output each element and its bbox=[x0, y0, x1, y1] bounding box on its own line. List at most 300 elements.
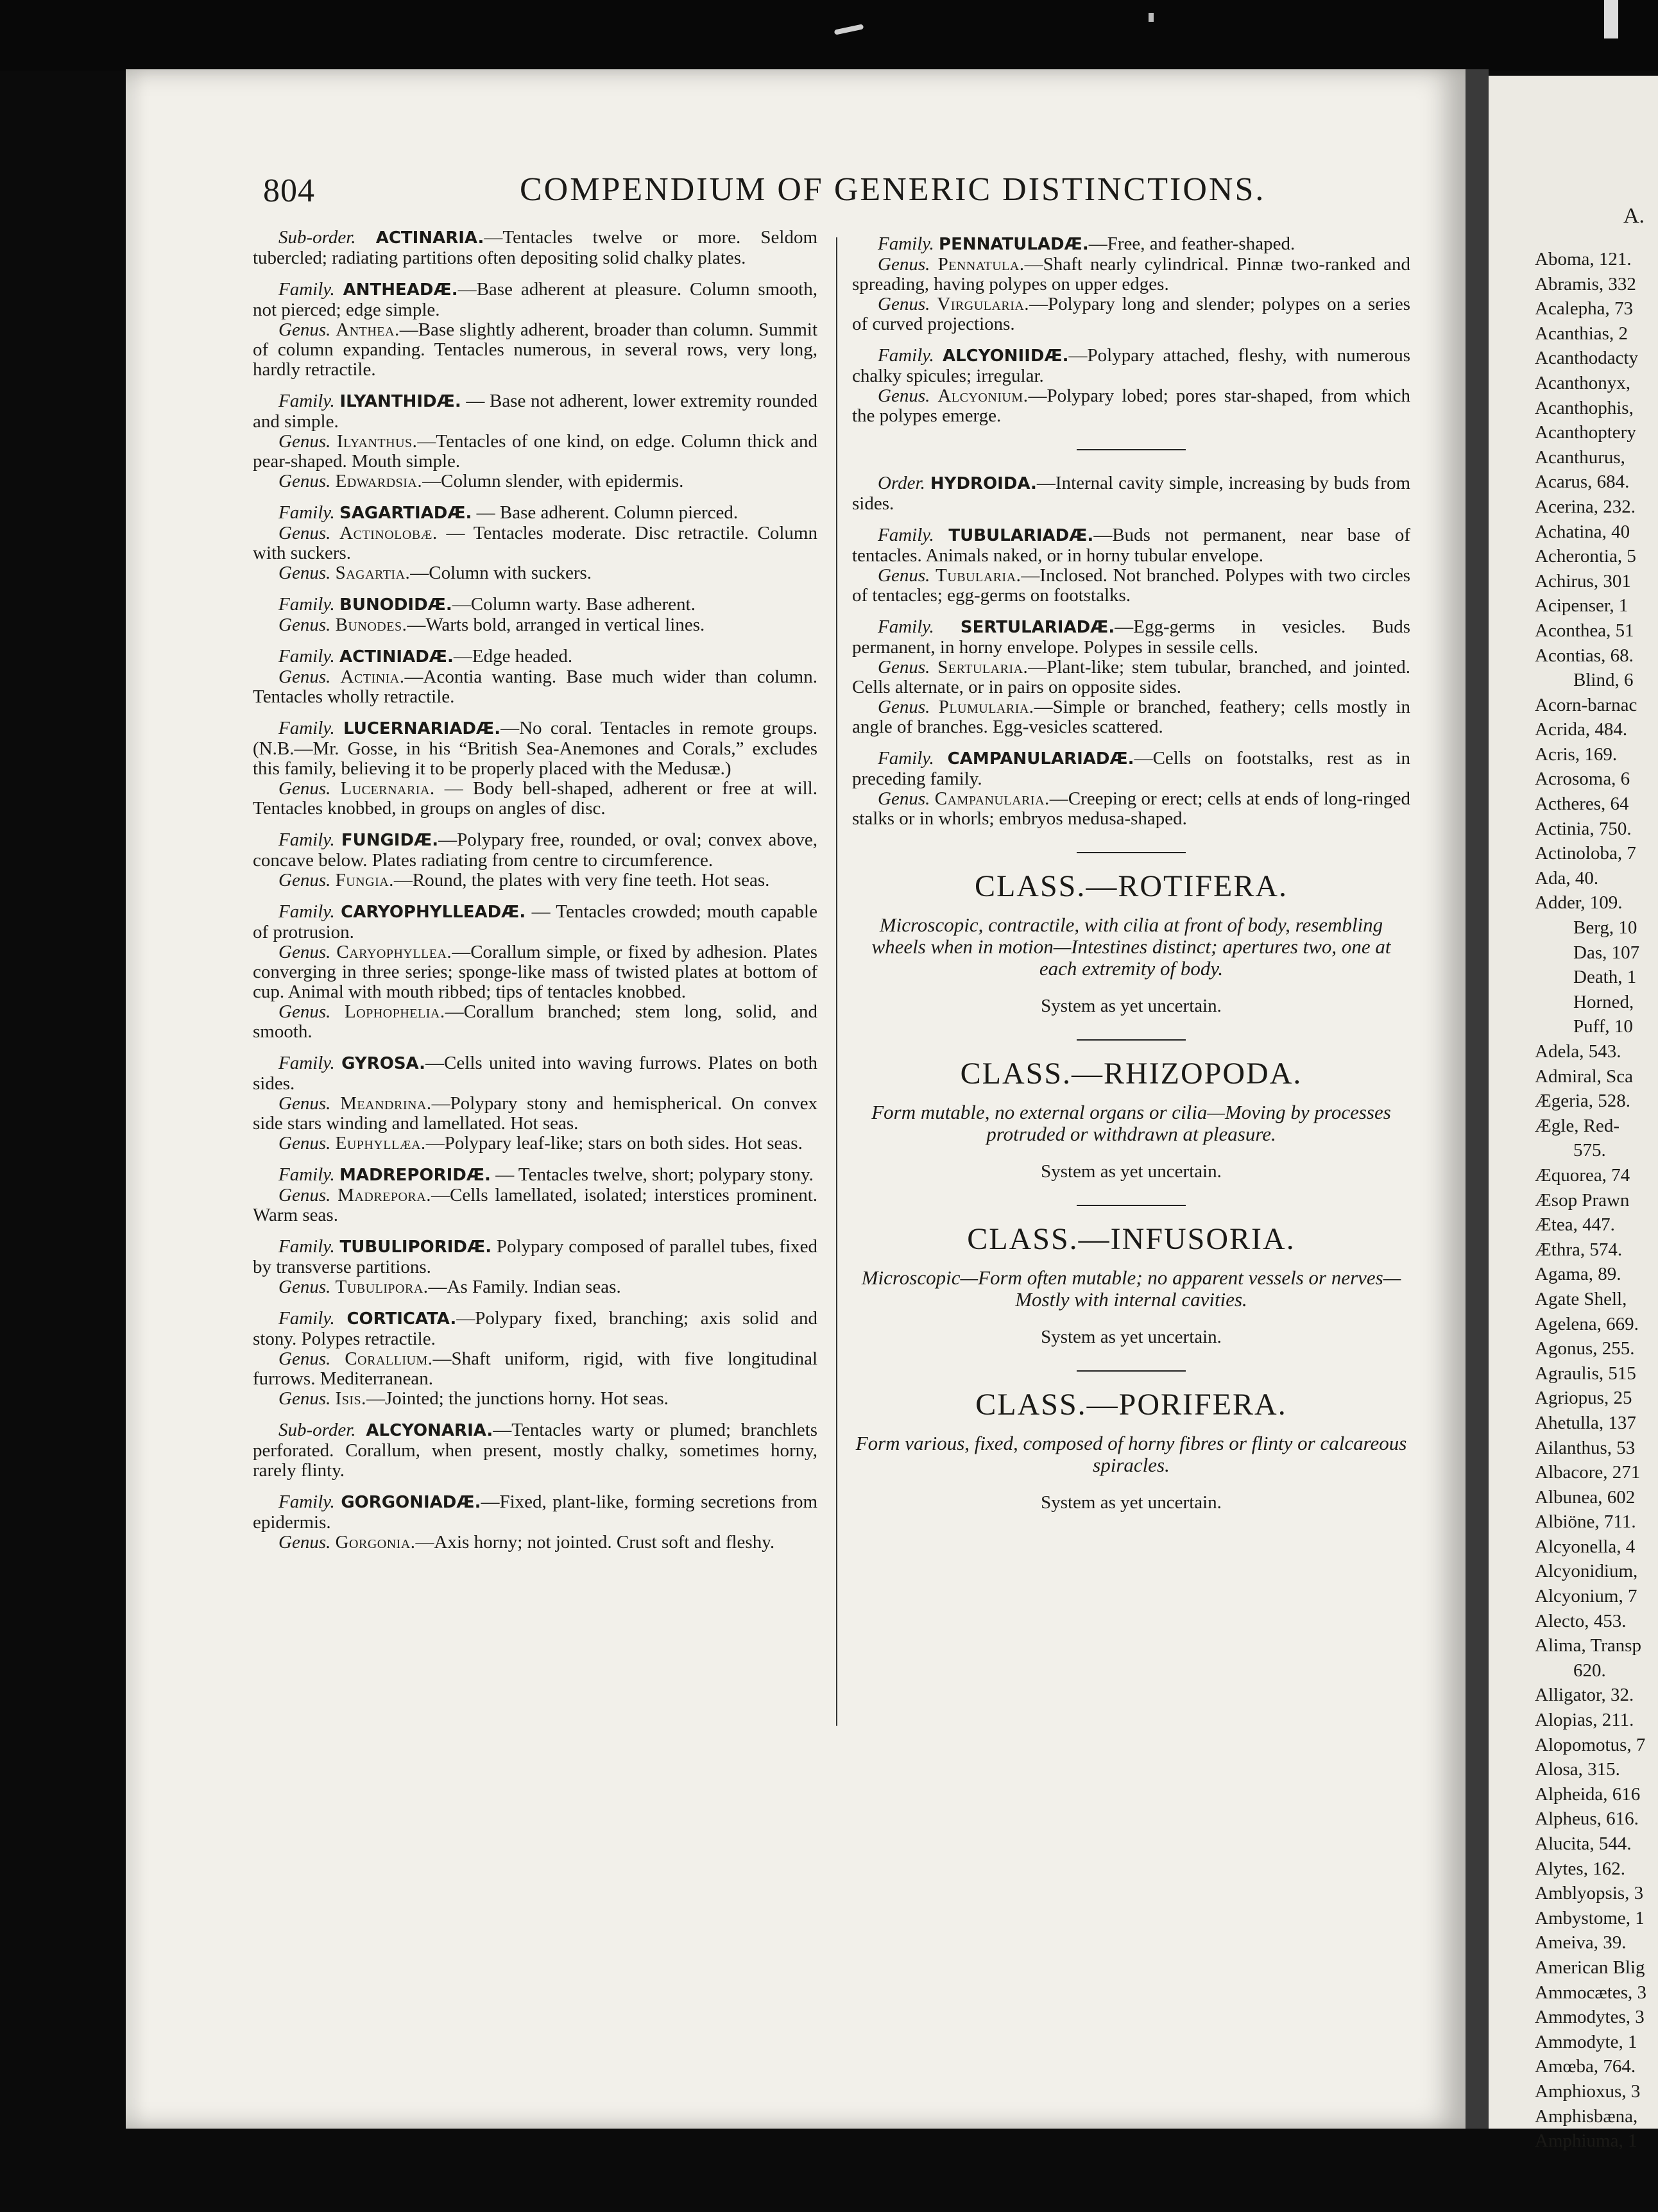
class-sections bbox=[852, 852, 1410, 1513]
taxon-name: TUBULARIADÆ. bbox=[948, 526, 1094, 545]
taxon-name: CAMPANULARIADÆ. bbox=[947, 749, 1134, 769]
index-entry: Puff, 10 bbox=[1573, 1016, 1633, 1037]
index-entry: Albacore, 271 bbox=[1535, 1462, 1641, 1483]
taxon-line bbox=[253, 1533, 817, 1553]
taxon-description: —Column slender, with epidermis. bbox=[422, 471, 684, 491]
genus-name: Gorgonia. bbox=[335, 1532, 416, 1553]
running-title: COMPENDIUM OF GENERIC DISTINCTIONS. bbox=[520, 171, 1266, 208]
taxon-description: —Column with suckers. bbox=[410, 563, 592, 583]
taxon-description: —Corallum branched; stem long, solid, and smooth. bbox=[253, 1001, 817, 1042]
taxon-name: GYROSA. bbox=[341, 1054, 426, 1073]
taxon-line bbox=[253, 595, 817, 615]
rank-label: Genus. bbox=[278, 1133, 331, 1153]
taxon-description: — Base not adherent, lower extremity rounded and simple. bbox=[253, 391, 817, 432]
index-heading: A. bbox=[1623, 204, 1645, 228]
rank-label: Family. bbox=[278, 830, 335, 850]
taxon-entry bbox=[253, 902, 817, 1042]
genus-name: Ilyanthus. bbox=[336, 431, 418, 452]
genus-name: Tubulipora. bbox=[335, 1277, 429, 1297]
taxon-line bbox=[253, 1186, 817, 1225]
index-entry: Ammodytes, 3 bbox=[1535, 2007, 1645, 2028]
rank-label: Genus. bbox=[278, 1388, 331, 1409]
genus-name: Euphyllæa. bbox=[335, 1133, 426, 1153]
rank-label: Genus. bbox=[278, 563, 331, 583]
taxon-entry bbox=[253, 1309, 817, 1409]
index-entry: Acanthophis, bbox=[1535, 397, 1634, 418]
taxon-description: —Cells lamellated, isolated; interstices prominent. Warm seas. bbox=[253, 1185, 817, 1225]
index-entry: Acanthoptery bbox=[1535, 422, 1636, 443]
taxon-line bbox=[253, 523, 817, 563]
index-entry: Agama, 89. bbox=[1535, 1264, 1621, 1285]
genus-name: Anthea. bbox=[336, 319, 400, 340]
taxon-description: —Buds not permanent, near base of tentacles. Animals naked, or in horny tubular envelope. bbox=[852, 525, 1410, 566]
taxon-description: —Fixed, plant-like, forming secretions from epidermis. bbox=[253, 1492, 818, 1533]
index-entry: Ailanthus, 53 bbox=[1535, 1437, 1636, 1458]
rank-label: Family. bbox=[878, 525, 934, 545]
taxon-description: —Jointed; the junctions horny. Hot seas. bbox=[366, 1388, 669, 1409]
index-entry: Aboma, 121. bbox=[1535, 249, 1632, 269]
genus-name: Fungia. bbox=[335, 870, 394, 890]
index-entry: Death, 1 bbox=[1573, 967, 1637, 988]
index-entry: Acipenser, 1 bbox=[1535, 595, 1628, 617]
class-title: CLASS.—INFUSORIA. bbox=[967, 1222, 1295, 1256]
taxon-description: —Polypary attached, fleshy, with numerous chalky spicules; irregular. bbox=[852, 345, 1411, 386]
taxon-description: —Plant-like; stem tubular, branched, and jointed. Cells alternate, or in pairs on opposite sides. bbox=[852, 657, 1410, 697]
class-section bbox=[852, 1388, 1410, 1513]
genus-name: Virgularia. bbox=[937, 294, 1030, 314]
rank-label: Genus. bbox=[278, 778, 331, 799]
taxon-description: —Axis horny; not jointed. Crust soft and fleshy. bbox=[415, 1532, 775, 1553]
taxon-name: ACTINIADÆ. bbox=[339, 647, 454, 667]
rank-label: Family. bbox=[278, 718, 335, 738]
right-entries-hydroida bbox=[852, 473, 1410, 829]
genus-name: Plumularia. bbox=[938, 697, 1034, 717]
taxon-name: FUNGIDÆ. bbox=[341, 831, 439, 850]
index-entry: Acerina, 232. bbox=[1535, 496, 1636, 517]
taxon-entry bbox=[253, 647, 817, 707]
scan-artifact bbox=[1149, 13, 1154, 22]
taxon-description: —Acontia wanting. Base much wider than column. Tentacles wholly retractile. bbox=[253, 667, 817, 707]
index-entry: Alligator, 32. bbox=[1535, 1685, 1634, 1706]
rank-label: Family. bbox=[278, 594, 335, 615]
taxon-line bbox=[253, 779, 817, 819]
rank-label: Family. bbox=[278, 391, 335, 411]
taxon-line bbox=[253, 391, 817, 432]
genus-name: Isis. bbox=[335, 1388, 366, 1409]
index-entry: Ægeria, 528. bbox=[1535, 1091, 1630, 1112]
taxon-entry bbox=[852, 525, 1410, 606]
rank-label: Genus. bbox=[278, 1185, 331, 1205]
genus-name: Bunodes. bbox=[335, 615, 407, 635]
index-entry: Acorn-barnac bbox=[1535, 694, 1637, 715]
taxon-entry bbox=[253, 228, 817, 268]
index-entry: Agriopus, 25 bbox=[1535, 1388, 1632, 1409]
right-text-column bbox=[852, 234, 1410, 1519]
taxon-entry bbox=[852, 617, 1410, 737]
rank-label: Genus. bbox=[278, 615, 331, 635]
taxon-line bbox=[253, 667, 817, 707]
taxon-description: —Base slightly adherent, broader than column. Summit of column expanding. Tentacles numerous, in several rows, very long, hardly retractile. bbox=[253, 319, 817, 380]
index-entry: Alcyonella, 4 bbox=[1535, 1536, 1636, 1557]
rank-label: Family. bbox=[278, 279, 335, 300]
class-note: System as yet uncertain. bbox=[1041, 1492, 1222, 1513]
genus-name: Actinia. bbox=[340, 667, 405, 687]
taxon-description: —Polypary lobed; pores star-shaped, from which the polypes emerge. bbox=[852, 386, 1410, 426]
taxon-description: —Cells on footstalks, rest as in preceding family. bbox=[852, 748, 1410, 789]
index-entry: Actinoloba, 7 bbox=[1535, 843, 1636, 864]
rank-label: Genus. bbox=[878, 697, 930, 717]
rank-label: Genus. bbox=[278, 1001, 331, 1022]
genus-name: Alcyonium. bbox=[937, 386, 1029, 406]
class-section bbox=[852, 1057, 1410, 1182]
rank-label: Genus. bbox=[278, 431, 331, 452]
genus-name: Edwardsia. bbox=[335, 471, 423, 491]
index-entry: Æquorea, 74 bbox=[1535, 1164, 1630, 1186]
index-entry: Æthra, 574. bbox=[1535, 1239, 1623, 1260]
left-text-column bbox=[253, 228, 817, 1564]
taxon-description: — Tentacles twelve, short; polypary stony. bbox=[490, 1164, 814, 1185]
taxon-name: ILYANTHIDÆ. bbox=[339, 392, 461, 411]
rank-label: Family. bbox=[278, 1164, 335, 1185]
genus-name: Actinolobæ. bbox=[339, 523, 438, 543]
taxon-entry bbox=[253, 503, 817, 583]
taxon-name: HYDROIDA. bbox=[930, 474, 1037, 493]
taxon-line bbox=[852, 789, 1410, 829]
taxon-description: —Shaft nearly cylindrical. Pinnæ two-ranked and spreading, having polypes on upper edges. bbox=[852, 254, 1410, 294]
index-entry: Acanthurus, bbox=[1535, 447, 1625, 468]
section-rule bbox=[1077, 852, 1186, 853]
taxon-line bbox=[852, 473, 1410, 514]
taxon-line bbox=[852, 749, 1410, 789]
index-entry: Ægle, Red- bbox=[1535, 1115, 1620, 1136]
index-entry: Alopias, 211. bbox=[1535, 1710, 1634, 1731]
taxon-line bbox=[253, 1165, 817, 1186]
section-rule bbox=[1077, 1205, 1186, 1206]
taxon-line bbox=[253, 719, 817, 779]
taxon-name: MADREPORIDÆ. bbox=[339, 1166, 491, 1185]
index-entry: Berg, 10 bbox=[1573, 917, 1637, 939]
rank-label: Family. bbox=[278, 1308, 335, 1329]
taxon-description: —Polypary fixed, branching; axis solid and stony. Polypes retractile. bbox=[253, 1308, 817, 1349]
taxon-line bbox=[253, 472, 817, 491]
taxon-name: LUCERNARIADÆ. bbox=[343, 719, 501, 738]
rank-label: Family. bbox=[278, 646, 335, 667]
taxon-description: —Shaft uniform, rigid, with five longitudinal furrows. Mediterranean. bbox=[253, 1348, 818, 1389]
section-rule bbox=[1077, 449, 1186, 450]
index-entry: Agraulis, 515 bbox=[1535, 1363, 1636, 1384]
taxon-line bbox=[852, 386, 1410, 426]
column-divider bbox=[836, 237, 837, 1726]
index-column bbox=[1535, 247, 1646, 2154]
taxon-description: —Polypary stony and hemispherical. On convex side stars winding and lamellated. Hot seas. bbox=[253, 1093, 818, 1134]
index-entry: Alpheida, 616 bbox=[1535, 1783, 1641, 1805]
taxon-line bbox=[253, 615, 817, 635]
taxon-line bbox=[253, 871, 817, 890]
rank-label: Family. bbox=[278, 1053, 335, 1073]
rank-label: Genus. bbox=[878, 294, 930, 314]
taxon-description: —Free, and feather-shaped. bbox=[1088, 234, 1295, 254]
taxon-name: CARYOPHYLLEADÆ. bbox=[341, 903, 526, 922]
taxon-entry bbox=[253, 1420, 817, 1481]
rank-label: Family. bbox=[278, 1492, 335, 1512]
taxon-name: GORGONIADÆ. bbox=[341, 1493, 481, 1512]
rank-label: Sub-order. bbox=[278, 227, 356, 248]
index-entry: Achirus, 301 bbox=[1535, 570, 1631, 591]
index-entry: 575. bbox=[1573, 1140, 1606, 1161]
taxon-line bbox=[253, 647, 817, 667]
taxon-entry bbox=[253, 391, 817, 491]
index-entry: Alcyonium, 7 bbox=[1535, 1586, 1637, 1607]
rank-label: Genus. bbox=[878, 254, 930, 275]
taxon-entry bbox=[852, 473, 1410, 514]
taxon-description: —Polypary leaf-like; stars on both sides. Hot seas. bbox=[425, 1133, 803, 1153]
index-entry: Ada, 40. bbox=[1535, 867, 1599, 889]
taxon-line bbox=[852, 617, 1410, 658]
taxon-entry bbox=[253, 1053, 817, 1153]
index-entry: Amphioxus, 3 bbox=[1535, 2080, 1641, 2102]
index-entry: Achatina, 40 bbox=[1535, 521, 1630, 542]
taxon-line bbox=[253, 1094, 817, 1134]
index-entry: Agonus, 255. bbox=[1535, 1338, 1635, 1359]
index-entry: Blind, 6 bbox=[1573, 670, 1634, 691]
class-description: Microscopic—Form often mutable; no apparent vessels or nerves—Mostly with internal cavities. bbox=[861, 1266, 1401, 1311]
rank-label: Family. bbox=[878, 617, 934, 637]
rank-label: Genus. bbox=[278, 942, 331, 962]
rank-label: Genus. bbox=[278, 1532, 331, 1553]
index-entry: Ameiva, 39. bbox=[1535, 1932, 1627, 1953]
rank-label: Genus. bbox=[278, 319, 331, 340]
taxon-line bbox=[852, 255, 1410, 294]
rank-label: Order. bbox=[878, 473, 925, 493]
taxon-name: SAGARTIADÆ. bbox=[339, 504, 472, 523]
taxon-line bbox=[253, 320, 817, 380]
taxon-description: —No coral. Tentacles in remote groups. (N.B.—Mr. Gosse, in his “British Sea-Anemones and Corals,” excludes this family, believing it to be properly placed with the Medusæ.) bbox=[253, 718, 818, 779]
taxon-line bbox=[852, 697, 1410, 737]
index-entry: Admiral, Sca bbox=[1535, 1066, 1634, 1087]
index-entry: Æsop Prawn bbox=[1535, 1189, 1630, 1211]
index-entry: 620. bbox=[1573, 1660, 1606, 1681]
class-title: CLASS.—ROTIFERA. bbox=[974, 869, 1288, 903]
rank-label: Sub-order. bbox=[278, 1420, 356, 1440]
right-entries-top bbox=[852, 234, 1410, 426]
index-entry: Acris, 169. bbox=[1535, 744, 1618, 765]
taxon-description: —Creeping or erect; cells at ends of long-ringed stalks or in whorls; embryos medusa-shaped. bbox=[852, 788, 1411, 829]
taxon-name: ANTHEADÆ. bbox=[343, 280, 458, 300]
taxon-line bbox=[253, 503, 817, 523]
taxon-line bbox=[253, 1277, 817, 1297]
index-entry: Acarus, 684. bbox=[1535, 472, 1630, 493]
class-note: System as yet uncertain. bbox=[1041, 1327, 1222, 1347]
taxon-line bbox=[253, 1349, 817, 1389]
taxon-entry bbox=[253, 1492, 817, 1553]
index-entry: Alcyonidium, bbox=[1535, 1561, 1638, 1582]
taxon-line bbox=[852, 658, 1410, 697]
index-entry: Ahetulla, 137 bbox=[1535, 1412, 1636, 1433]
index-entry: Alecto, 453. bbox=[1535, 1610, 1627, 1631]
taxon-line bbox=[253, 432, 817, 472]
taxon-description: —Cells united into waving furrows. Plates on both sides. bbox=[253, 1053, 818, 1094]
section-rule bbox=[1077, 1039, 1186, 1041]
genus-name: Caryophyllea. bbox=[336, 942, 452, 962]
genus-name: Sertularia. bbox=[937, 657, 1029, 677]
taxon-line bbox=[253, 1309, 817, 1349]
taxon-description: —Warts bold, arranged in vertical lines. bbox=[407, 615, 705, 635]
taxon-description: — Body bell-shaped, adherent or free at will. Tentacles knobbed, in groups on angles of disc. bbox=[253, 778, 817, 819]
rank-label: Genus. bbox=[878, 657, 930, 677]
taxon-entry bbox=[852, 234, 1410, 334]
index-entry: Ammodyte, 1 bbox=[1535, 2031, 1637, 2052]
taxon-description: —Egg-germs in vesicles. Buds permanent, in horny envelope. Polypes in sessile cells. bbox=[852, 617, 1411, 658]
book-gutter bbox=[1466, 69, 1489, 2129]
index-entry: Actheres, 64 bbox=[1535, 794, 1629, 815]
taxon-line bbox=[253, 1420, 817, 1481]
index-entry: Amblyopsis, 3 bbox=[1535, 1883, 1644, 1904]
taxon-line bbox=[852, 566, 1410, 606]
taxon-description: —Polypary free, rounded, or oval; convex above, concave below. Plates radiating from centre to circumference. bbox=[253, 830, 817, 871]
scan-background-top bbox=[0, 0, 1658, 71]
genus-name: Tubularia. bbox=[936, 565, 1021, 586]
index-entry: Abramis, 332 bbox=[1535, 273, 1636, 294]
index-entry: Actinia, 750. bbox=[1535, 818, 1632, 839]
index-entry: Ætea, 447. bbox=[1535, 1214, 1615, 1236]
taxon-description: — Tentacles crowded; mouth capable of protrusion. bbox=[253, 901, 817, 942]
page-number: 804 bbox=[263, 173, 315, 209]
taxon-description: —Corallum simple, or fixed by adhesion. Plates converging in three series; sponge-like mass of twisted plates at bottom of cup. Animal with mouth ribbed; tips of tentacles knobbed. bbox=[253, 942, 817, 1002]
taxon-entry bbox=[253, 280, 817, 380]
index-entry: Acontias, 68. bbox=[1535, 645, 1634, 666]
taxon-description: —Tentacles of one kind, on edge. Column thick and pear-shaped. Mouth simple. bbox=[253, 431, 817, 472]
taxon-description: —Inclosed. Not branched. Polypes with two circles of tentacles; egg-germs on footstalks. bbox=[852, 565, 1410, 606]
index-entry: Alopomotus, 7 bbox=[1535, 1734, 1646, 1755]
genus-name: Sagartia. bbox=[335, 563, 411, 583]
index-entry: Adela, 543. bbox=[1535, 1041, 1621, 1062]
taxon-name: PENNATULADÆ. bbox=[939, 235, 1089, 254]
genus-name: Lophophelia. bbox=[345, 1001, 445, 1022]
index-entry: Acherontia, 5 bbox=[1535, 546, 1636, 567]
taxon-description: —Tentacles twelve or more. Seldom tubercled; radiating partitions often depositing solid chalky plates. bbox=[253, 227, 817, 268]
index-entry: Acanthonyx, bbox=[1535, 372, 1630, 393]
taxon-entry bbox=[852, 346, 1410, 426]
index-entry: Agate Shell, bbox=[1535, 1288, 1627, 1309]
index-entry: Agelena, 669. bbox=[1535, 1313, 1639, 1334]
taxon-name: ALCYONARIA. bbox=[366, 1421, 493, 1440]
class-title: CLASS.—PORIFERA. bbox=[975, 1388, 1287, 1422]
taxon-entry bbox=[253, 830, 817, 890]
class-description: Form various, fixed, composed of horny fibres or flinty or calcareous spiracles. bbox=[855, 1432, 1407, 1476]
taxon-name: ACTINARIA. bbox=[375, 228, 484, 248]
taxon-entry bbox=[253, 1237, 817, 1297]
taxon-description: —Edge headed. bbox=[453, 646, 573, 667]
rank-label: Genus. bbox=[278, 1348, 331, 1369]
index-entry: Albunea, 602 bbox=[1535, 1486, 1636, 1508]
taxon-line bbox=[253, 830, 817, 871]
genus-name: Madrepora. bbox=[338, 1185, 431, 1205]
index-entry: American Blig bbox=[1535, 1957, 1645, 1978]
index-entry: Ammocætes, 3 bbox=[1535, 1982, 1646, 2003]
taxon-description: —Base adherent at pleasure. Column smooth, not pierced; edge simple. bbox=[253, 279, 817, 320]
rank-label: Genus. bbox=[278, 471, 331, 491]
class-note: System as yet uncertain. bbox=[1041, 996, 1222, 1016]
taxon-line bbox=[852, 294, 1410, 334]
taxon-line bbox=[253, 1053, 817, 1094]
taxon-entry bbox=[852, 749, 1410, 829]
rank-label: Genus. bbox=[278, 1093, 331, 1114]
taxon-line bbox=[852, 234, 1410, 255]
taxon-description: —Round, the plates with very fine teeth. Hot seas. bbox=[393, 870, 770, 890]
taxon-description: —As Family. Indian seas. bbox=[428, 1277, 621, 1297]
taxon-name: CORTICATA. bbox=[346, 1309, 457, 1329]
taxon-name: BUNODIDÆ. bbox=[339, 595, 452, 615]
rank-label: Genus. bbox=[278, 870, 331, 890]
class-title: CLASS.—RHIZOPODA. bbox=[960, 1057, 1303, 1091]
taxon-description: —Simple or branched, feathery; cells mostly in angle of branches. Egg-vesicles scattered. bbox=[852, 697, 1411, 737]
class-description: Microscopic, contractile, with cilia at front of body, resembling wheels when in motion—Intestines distinct; apertures two, one at each extremity of body. bbox=[871, 914, 1391, 980]
genus-name: Corallium. bbox=[345, 1348, 433, 1369]
rank-label: Genus. bbox=[878, 788, 930, 809]
taxon-description: —Polypary long and slender; polypes on a series of curved projections. bbox=[852, 294, 1411, 334]
index-entry: Amphisbæna, bbox=[1535, 2106, 1638, 2127]
taxon-name: TUBULIPORIDÆ. bbox=[339, 1238, 492, 1257]
index-entry: Alucita, 544. bbox=[1535, 1833, 1632, 1854]
rank-label: Genus. bbox=[878, 565, 930, 586]
index-entry: Acrosoma, 6 bbox=[1535, 769, 1630, 790]
taxon-name: ALCYONIIDÆ. bbox=[942, 346, 1069, 366]
taxon-line bbox=[852, 346, 1410, 386]
section-rule bbox=[1077, 1370, 1186, 1372]
index-entry: Horned, bbox=[1573, 991, 1634, 1012]
taxon-name: SERTULARIADÆ. bbox=[960, 618, 1115, 637]
taxon-line bbox=[253, 902, 817, 942]
rank-label: Genus. bbox=[278, 523, 331, 543]
index-entry: Alytes, 162. bbox=[1535, 1858, 1625, 1879]
class-note: System as yet uncertain. bbox=[1041, 1161, 1222, 1182]
rank-label: Family. bbox=[278, 502, 335, 523]
rank-label: Genus. bbox=[278, 667, 331, 687]
taxon-line bbox=[253, 1002, 817, 1042]
taxon-entry bbox=[253, 1165, 817, 1225]
rank-label: Family. bbox=[278, 1236, 335, 1257]
taxon-line bbox=[253, 942, 817, 1002]
taxon-line bbox=[253, 563, 817, 583]
genus-name: Campanularia. bbox=[934, 788, 1050, 809]
taxon-description: —Tentacles warty or plumed; branchlets perforated. Corallum, when present, mostly chalky, sometimes horny, rarely flinty. bbox=[253, 1420, 817, 1481]
taxon-line bbox=[852, 525, 1410, 566]
index-entry: Alpheus, 616. bbox=[1535, 1808, 1639, 1830]
taxon-entry bbox=[253, 595, 817, 635]
index-entry: Acrida, 484. bbox=[1535, 719, 1628, 740]
class-description: Form mutable, no external organs or cilia—Moving by processes protruded or withdrawn at pleasure. bbox=[871, 1101, 1391, 1145]
taxon-line bbox=[253, 1389, 817, 1409]
class-section bbox=[852, 1222, 1410, 1347]
taxon-description: Polypary composed of parallel tubes, fixed by transverse partitions. bbox=[253, 1236, 818, 1277]
genus-name: Lucernaria. bbox=[340, 778, 435, 799]
taxon-description: — Base adherent. Column pierced. bbox=[472, 502, 739, 523]
taxon-description: —Internal cavity simple, increasing by buds from sides. bbox=[852, 473, 1411, 514]
index-entry: Alima, Transp bbox=[1535, 1635, 1641, 1656]
genus-name: Pennatula. bbox=[937, 254, 1025, 275]
rank-label: Family. bbox=[878, 748, 934, 769]
rank-label: Genus. bbox=[878, 386, 930, 406]
index-entry: Amphiuma, 1 bbox=[1535, 2131, 1637, 2152]
class-section bbox=[852, 869, 1410, 1016]
taxon-description: — Tentacles moderate. Disc retractile. Column with suckers. bbox=[253, 523, 817, 563]
index-entry: Adder, 109. bbox=[1535, 892, 1623, 914]
rank-label: Genus. bbox=[278, 1277, 331, 1297]
index-entry: Acalepha, 73 bbox=[1535, 298, 1633, 319]
genus-name: Meandrina. bbox=[340, 1093, 432, 1114]
taxon-line bbox=[253, 1134, 817, 1153]
index-entry: Das, 107 bbox=[1573, 942, 1640, 963]
